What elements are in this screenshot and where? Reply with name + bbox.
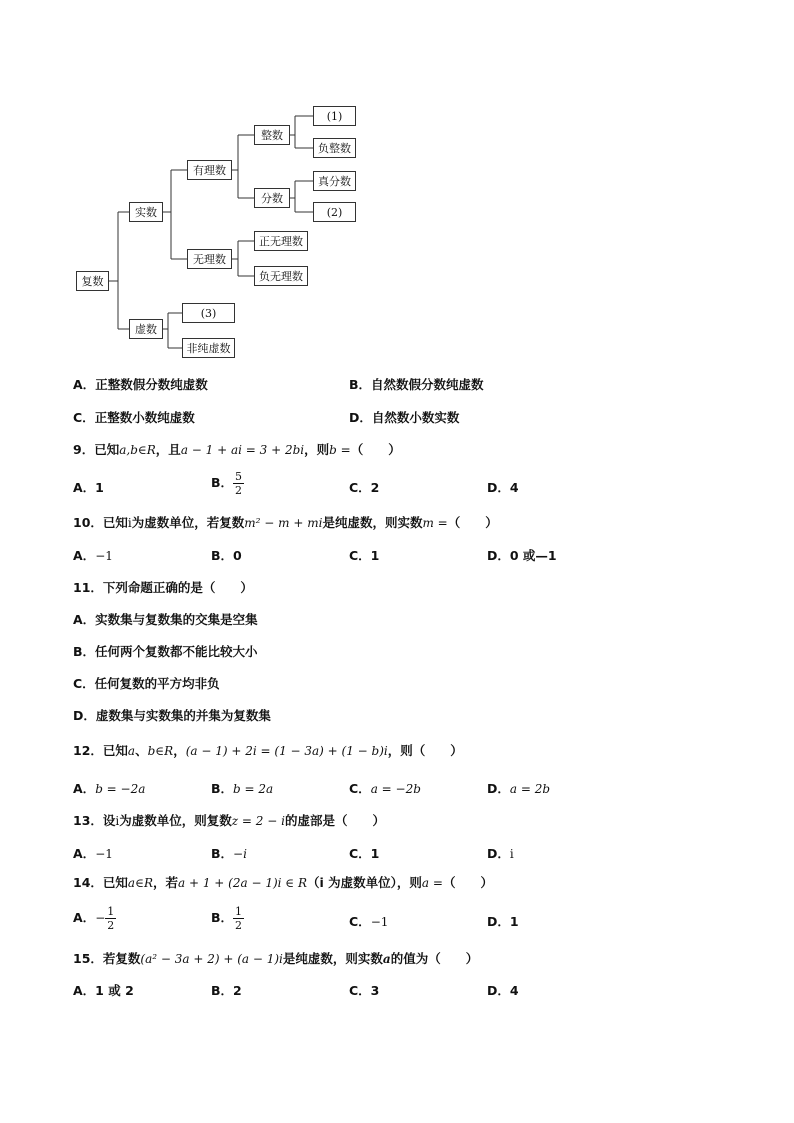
node-imaginary: 虚数 [129,319,163,339]
q14-fraction-b: $\frac{1}{2}$ [235,905,243,932]
node-negative-irrational: 负无理数 [254,266,308,286]
node-non-pure-imaginary: 非纯虚数 [182,338,235,358]
node-irrational: 无理数 [187,249,232,269]
q12-option-b[interactable]: B．b = 2a [211,781,274,796]
q11-option-d[interactable]: D．虚数集与实数集的并集为复数集 [73,708,271,723]
q9-option-d[interactable]: D．4 [487,480,519,495]
node-rational: 有理数 [187,160,232,180]
q15-option-a[interactable]: A．1 或 2 [73,983,134,998]
q12-option-d[interactable]: D．a = 2b [487,781,551,796]
q11-stem: 11．下列命题正确的是（ ） [73,580,253,595]
node-blank-2: (2) [313,202,356,222]
q8-option-c[interactable]: C．正整数小数纯虚数 [73,410,195,425]
tree-connector-lines [0,0,794,370]
q14-option-a[interactable]: A．− $\frac{1}{2}$ [73,905,115,932]
q14-stem: 14．已知a∈R，若a + 1 + (2a − 1)i ∈ R（i 为虚数单位），则a =（ ） [73,875,493,890]
q11-option-a[interactable]: A．实数集与复数集的交集是空集 [73,612,258,627]
q8-option-a[interactable]: A．正整数假分数纯虚数 [73,377,208,392]
q10-option-d[interactable]: D．0 或—1 [487,548,557,563]
q14-option-c[interactable]: C．−1 [349,914,389,929]
q9-option-a[interactable]: A．1 [73,480,104,495]
node-negative-integer: 负整数 [313,138,356,158]
q12-option-a[interactable]: A．b = −2a [73,781,146,796]
q11-option-c[interactable]: C．任何复数的平方均非负 [73,676,220,691]
node-proper-fraction: 真分数 [313,171,356,191]
q10-option-a[interactable]: A．−1 [73,548,113,563]
node-integer: 整数 [254,125,290,145]
q11-option-b[interactable]: B．任何两个复数都不能比较大小 [73,644,258,659]
q12-stem: 12．已知a、b∈R，(a − 1) + 2i = (1 − 3a) + (1 − b)i，则（ ） [73,743,463,758]
q10-option-c[interactable]: C．1 [349,548,380,563]
q9-option-c[interactable]: C．2 [349,480,380,495]
q13-option-d[interactable]: D．i [487,846,514,861]
q9-option-b[interactable]: B． $\frac{5}{2}$ [211,470,243,497]
q15-option-c[interactable]: C．3 [349,983,380,998]
q8-option-b[interactable]: B．自然数假分数纯虚数 [349,377,484,392]
q14-option-d[interactable]: D．1 [487,914,519,929]
node-positive-irrational: 正无理数 [254,231,308,251]
q15-stem: 15．若复数(a² − 3a + 2) + (a − 1)i是纯虚数，则实数a的值为（ ） [73,951,479,966]
q14-option-b[interactable]: B． $\frac{1}{2}$ [211,905,243,932]
q13-option-a[interactable]: A．−1 [73,846,113,861]
node-blank-3: (3) [182,303,235,323]
number-classification-diagram [0,0,794,370]
q13-option-b[interactable]: B．−i [211,846,247,861]
node-fraction: 分数 [254,188,290,208]
node-real: 实数 [129,202,163,222]
node-blank-1: (1) [313,106,356,126]
node-complex: 复数 [76,271,109,291]
q15-option-d[interactable]: D．4 [487,983,519,998]
q14-fraction-a: $\frac{1}{2}$ [107,905,115,932]
q9-stem: 9．已知a,b∈R，且a − 1 + ai = 3 + 2bi，则b =（ ） [73,442,401,457]
q15-option-b[interactable]: B．2 [211,983,242,998]
q10-stem: 10．已知i为虚数单位，若复数m² − m + mi是纯虚数，则实数m =（ ） [73,515,498,530]
q9-fraction: $\frac{5}{2}$ [235,470,243,497]
q10-option-b[interactable]: B．0 [211,548,242,563]
q13-option-c[interactable]: C．1 [349,846,380,861]
q8-option-d[interactable]: D．自然数小数实数 [349,410,460,425]
q13-stem: 13．设i为虚数单位，则复数z = 2 − i的虚部是（ ） [73,813,385,828]
q12-option-c[interactable]: C．a = −2b [349,781,421,796]
